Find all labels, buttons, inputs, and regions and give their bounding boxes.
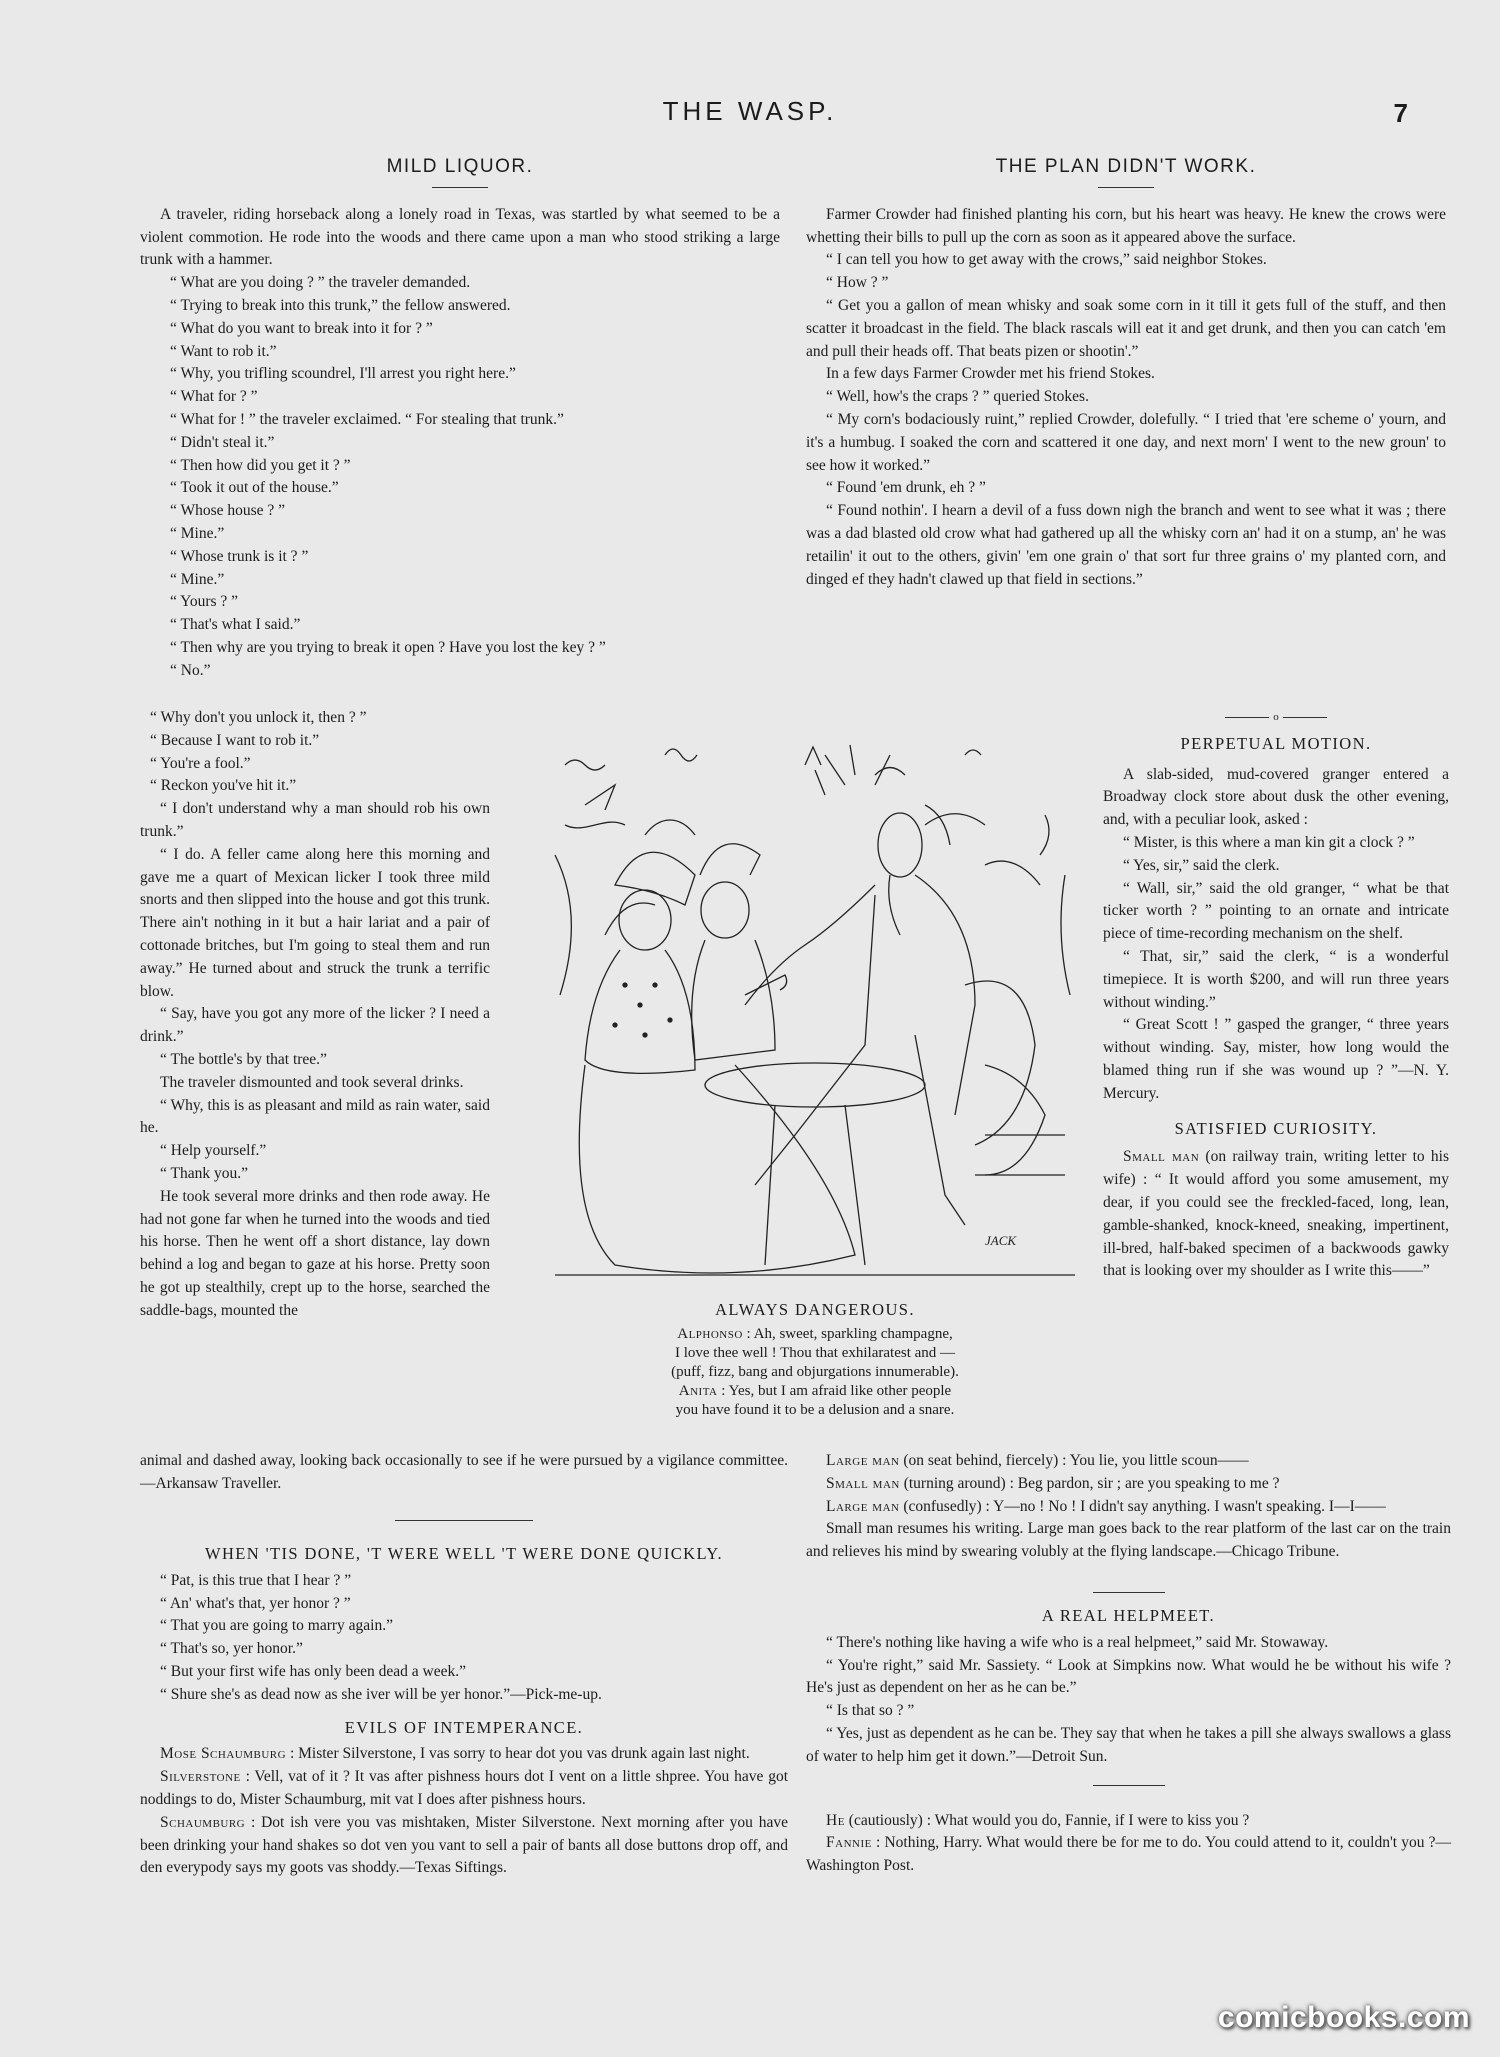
speaker: Large man — [826, 1452, 900, 1469]
paragraph: Small man (on railway train, writing letter to his wife) : “ It would afford you some amusement, my dear, if you could see the freckled-faced, long, lean, gamble-shanked, knock-kneed, sneaking, impertinent, ill-bred, half-baked specimen of a backwoods gawky that is looking over my shoulder as I write this——” — [1103, 1148, 1449, 1280]
illustration-always-dangerous — [545, 735, 1080, 1295]
paragraph: He (cautiously) : What would you do, Fannie, if I were to kiss you ? — [826, 1811, 1250, 1829]
paragraph: A traveler, riding horseback along a lonely road in Texas, was startled by what seemed to be a violent commotion. He rode into the woods and there came upon a man who stood striking a large trunk with a hammer. — [140, 205, 780, 269]
paragraph: “ Yes, sir,” said the clerk. — [1123, 856, 1280, 874]
paragraph: “ Found nothin'. I hearn a devil of a fuss down nigh the branch and went to see what it was ; there was a dad blasted old crow what had gathered up all the whisky corn an' had it on a stump, an' he was retailin' it out to the others, givin' 'em one grain o' that sort fur three grains o' my planted corn, and dinged ef they hadn't clawed up that field in sections.” — [806, 502, 1446, 588]
article-title: MILD LIQUOR. — [386, 156, 534, 177]
section-rule — [1093, 1785, 1165, 1786]
perpetual-motion-article — [1103, 706, 1449, 1283]
article-title: WHEN 'TIS DONE, 'T WERE WELL 'T WERE DONE QUICKLY. — [205, 1544, 723, 1563]
paragraph: “ What are you doing ? ” the traveler demanded. — [170, 274, 471, 292]
plan-article — [806, 156, 1446, 591]
speaker: Mose Schaumburg — [160, 1745, 287, 1763]
paragraph: “ Pat, is this true that I hear ? ” — [160, 1571, 352, 1589]
article-title: A REAL HELPMEET. — [1041, 1605, 1216, 1625]
artist-signature: JACK — [985, 1233, 1017, 1248]
speaker: Large man — [826, 1497, 900, 1515]
article-title: PERPETUAL MOTION. — [1180, 733, 1372, 753]
paragraph: He took several more drinks and then rode away. He had not gone far when he turned into the woods and tied his horse. Then he went off a short distance, lay down behind a log and began to gaze at his horse. Pretty soon he got up stealthily, crept up to the horse, searched the saddle-bags, mounted the — [140, 1187, 490, 1319]
mild-liquor-article — [140, 156, 780, 683]
paragraph: “ My corn's bodaciously ruint,” replied Crowder, dolefully. “ I tried that 'ere scheme o' yourn, and it's a humbug. I soaked the corn and scattered it one day, and next morn' I went to the new groun' to see how it worked.” — [806, 410, 1446, 474]
paragraph: “ Great Scott ! ” gasped the granger, “ three years without winding. Say, mister, how long would the blamed thing run if she was wound up ? ”—N. Y. Mercury. — [1103, 1016, 1449, 1102]
paragraph: “ Because I want to rob it.” — [150, 731, 320, 749]
paragraph: “ What for ? ” — [170, 388, 258, 406]
paragraph: “ Reckon you've hit it.” — [150, 777, 297, 795]
when-tis-done-article — [140, 1520, 788, 1880]
paragraph: “ That, sir,” said the clerk, “ is a wonderful timepiece. It is worth $200, and will run three years without winding.” — [1103, 948, 1449, 1011]
mild-liquor-article-narrow — [140, 707, 490, 1323]
caption-title: ALWAYS DANGEROUS. — [715, 1300, 915, 1319]
paragraph: “ There's nothing like having a wife who is a real helpmeet,” said Mr. Stowaway. — [826, 1633, 1329, 1651]
speaker: Alphonso — [677, 1326, 743, 1342]
paragraph: “ But your first wife has only been dead a week.” — [160, 1662, 467, 1680]
article-title: THE PLAN DIDN'T WORK. — [995, 156, 1257, 177]
paragraph: “ Want to rob it.” — [170, 342, 277, 360]
caption-line: Alphonso : Ah, sweet, sparkling champagne, — [677, 1326, 953, 1342]
paragraph: “ Yes, just as dependent as he can be. They say that when he takes a pill she always swallows a glass of water to help him get it down.”—Detroit Sun. — [806, 1724, 1451, 1765]
paragraph: “ Why don't you unlock it, then ? ” — [150, 709, 367, 726]
paragraph: Farmer Crowder had finished planting his corn, but his heart was heavy. He knew the crows were whetting their bills to pull up the corn as soon as it appeared above the surface. — [806, 205, 1446, 246]
paragraph: “ Is that so ? ” — [826, 1702, 915, 1720]
article-title: EVILS OF INTEMPERANCE. — [344, 1717, 584, 1737]
masthead: THE WASP. — [662, 96, 838, 126]
paragraph: “ Yours ? ” — [170, 593, 239, 611]
paragraph: “ Mister, is this where a man kin git a clock ? ” — [1123, 834, 1415, 852]
speaker: He — [826, 1811, 845, 1829]
paragraph: “ I don't understand why a man should rob his own trunk.” — [140, 800, 490, 840]
paragraph: In a few days Farmer Crowder met his friend Stokes. — [826, 365, 1155, 383]
paragraph: “ Mine.” — [170, 524, 225, 542]
paragraph: “ Whose trunk is it ? ” — [170, 547, 309, 565]
paragraph: Silverstone : Vell, vat of it ? It vas after pishness hours dot I vent on a little shpree. You have got noddings to do, Mister Schaumburg, mit vat I does after pishness hours. — [140, 1768, 788, 1808]
paragraph: Small man resumes his writing. Large man goes back to the rear platform of the last car on the train and relieves his mind by swearing volubly at the flying landscape.—Chicago Tribune. — [806, 1520, 1451, 1561]
watermark-logo: comicbooks.com — [1217, 2001, 1470, 2034]
title-rule — [432, 187, 488, 188]
paragraph: Large man (on seat behind, fiercely) : You lie, you little scoun—— — [826, 1452, 1249, 1469]
paragraph: Fannie : Nothing, Harry. What would there be for me to do. You could attend to it, couldn't you ?—Washington Post. — [806, 1834, 1451, 1875]
caption-line: I love thee well ! Thou that exhilaratest and — — [674, 1345, 956, 1361]
paragraph: “ That's so, yer honor.” — [160, 1640, 303, 1658]
speaker: Small man — [1123, 1148, 1200, 1166]
paragraph: “ Took it out of the house.” — [170, 479, 339, 497]
paragraph: Schaumburg : Dot ish vere you vas mishtaken, Mister Silverstone. Next morning after you have been drinking your hand shakes so dot ven you vant to sell a pair of bants all dose buttons drop off, and den everypody says my goots vas shoddy.—Texas Siftings. — [140, 1813, 788, 1877]
paragraph: “ How ? ” — [826, 274, 889, 292]
paragraph: The traveler dismounted and took several drinks. — [160, 1073, 464, 1091]
paragraph: Large man (confusedly) : Y—no ! No ! I didn't say anything. I wasn't speaking. I—I—— — [826, 1497, 1386, 1515]
paragraph: “ Why, you trifling scoundrel, I'll arrest you right here.” — [170, 365, 516, 383]
paragraph: “ I can tell you how to get away with the crows,” said neighbor Stokes. — [826, 251, 1267, 269]
speaker: Fannie — [826, 1834, 872, 1852]
speaker: Schaumburg — [160, 1813, 246, 1831]
paragraph: “ Mine.” — [170, 570, 225, 588]
speaker: Silverstone — [160, 1768, 241, 1786]
paragraph: “ Why, this is as pleasant and mild as rain water, said he. — [140, 1096, 490, 1137]
paragraph: “ I do. A feller came along here this morning and gave me a quart of Mexican licker I took three mild snorts and then slipped into the house and got this trunk. There ain't nothing in it but a hair lariat and a pair of cottonade britches, but I'm going to steal them and run away.” He turned about and struck the trunk a terrific blow. — [140, 845, 491, 1000]
paragraph: Mose Schaumburg : Mister Silverstone, I vas sorry to hear dot you vas drunk again last night. — [160, 1745, 750, 1763]
paragraph: “ Wall, sir,” said the old granger, “ what be that ticker worth ? ” pointing to an ornate and intricate piece of time-recording mechanism on the shelf. — [1103, 879, 1449, 943]
paragraph: “ Then why are you trying to break it open ? Have you lost the key ? ” — [170, 638, 606, 656]
paragraph: “ What do you want to break into it for ? ” — [170, 319, 433, 337]
mild-liquor-continuation — [140, 1450, 788, 1496]
speaker: Anita — [678, 1383, 718, 1399]
section-rule — [395, 1520, 533, 1521]
paragraph: “ What for ! ” the traveler exclaimed. “ For stealing that trunk.” — [170, 410, 564, 428]
page-number: 7 — [1393, 98, 1408, 128]
paragraph: “ Well, how's the craps ? ” queried Stokes. — [826, 388, 1089, 406]
paragraph: animal and dashed away, looking back occasionally to see if he were pursued by a vigilance committee.—Arkansaw Traveller. — [140, 1452, 788, 1492]
speaker: Small man — [826, 1474, 900, 1492]
paragraph: “ An' what's that, yer honor ? ” — [160, 1594, 351, 1612]
section-divider: o — [1103, 706, 1449, 729]
paragraph: “ You're right,” said Mr. Sassiety. “ Look at Simpkins now. What would he be without his wife ? He's just as dependent on her as he can be.” — [806, 1656, 1451, 1697]
caption-line: (puff, fizz, bang and objurgations innumerable). — [671, 1364, 959, 1380]
paragraph: “ That's what I said.” — [170, 616, 301, 634]
paragraph: “ Whose house ? ” — [170, 502, 286, 520]
paragraph: “ That you are going to marry again.” — [160, 1617, 393, 1635]
paragraph: “ Say, have you got any more of the licker ? I need a drink.” — [140, 1005, 490, 1046]
paragraph: “ The bottle's by that tree.” — [160, 1050, 327, 1068]
paragraph: “ Found 'em drunk, eh ? ” — [826, 479, 986, 497]
caption-line: you have found it to be a delusion and a snare. — [675, 1402, 955, 1418]
caption-line: Anita : Yes, but I am afraid like other people — [678, 1383, 952, 1399]
paragraph: “ Then how did you get it ? ” — [170, 456, 351, 474]
paragraph: “ Help yourself.” — [160, 1142, 267, 1160]
paragraph: “ Didn't steal it.” — [170, 433, 275, 451]
section-rule — [1093, 1592, 1165, 1593]
paragraph: “ Get you a gallon of mean whisky and soak some corn in it till it gets full of the stuff, and then scatter it broadcast in the field. The black rascals will eat it and get drunk, and then you can catch 'em and pull their heads off. That beats pizen or shootin'.” — [806, 296, 1446, 360]
cartoon-drawing — [545, 735, 1080, 1295]
satisfied-curiosity-continuation — [806, 1450, 1451, 1878]
title-rule — [1098, 187, 1154, 188]
paragraph: “ Trying to break into this trunk,” the fellow answered. — [170, 296, 511, 314]
paragraph: “ Thank you.” — [160, 1164, 248, 1182]
illustration-caption — [545, 1300, 1085, 1420]
paragraph: “ No.” — [170, 661, 211, 679]
paragraph: “ Shure she's as dead now as she iver will be yer honor.”—Pick-me-up. — [160, 1685, 602, 1703]
paragraph: Small man (turning around) : Beg pardon, sir ; are you speaking to me ? — [826, 1474, 1280, 1492]
article-title: SATISFIED CURIOSITY. — [1174, 1118, 1378, 1138]
paragraph: A slab-sided, mud-covered granger entered a Broadway clock store about dusk the other evening, and, with a peculiar look, asked : — [1103, 765, 1449, 829]
paragraph: “ You're a fool.” — [150, 754, 251, 772]
